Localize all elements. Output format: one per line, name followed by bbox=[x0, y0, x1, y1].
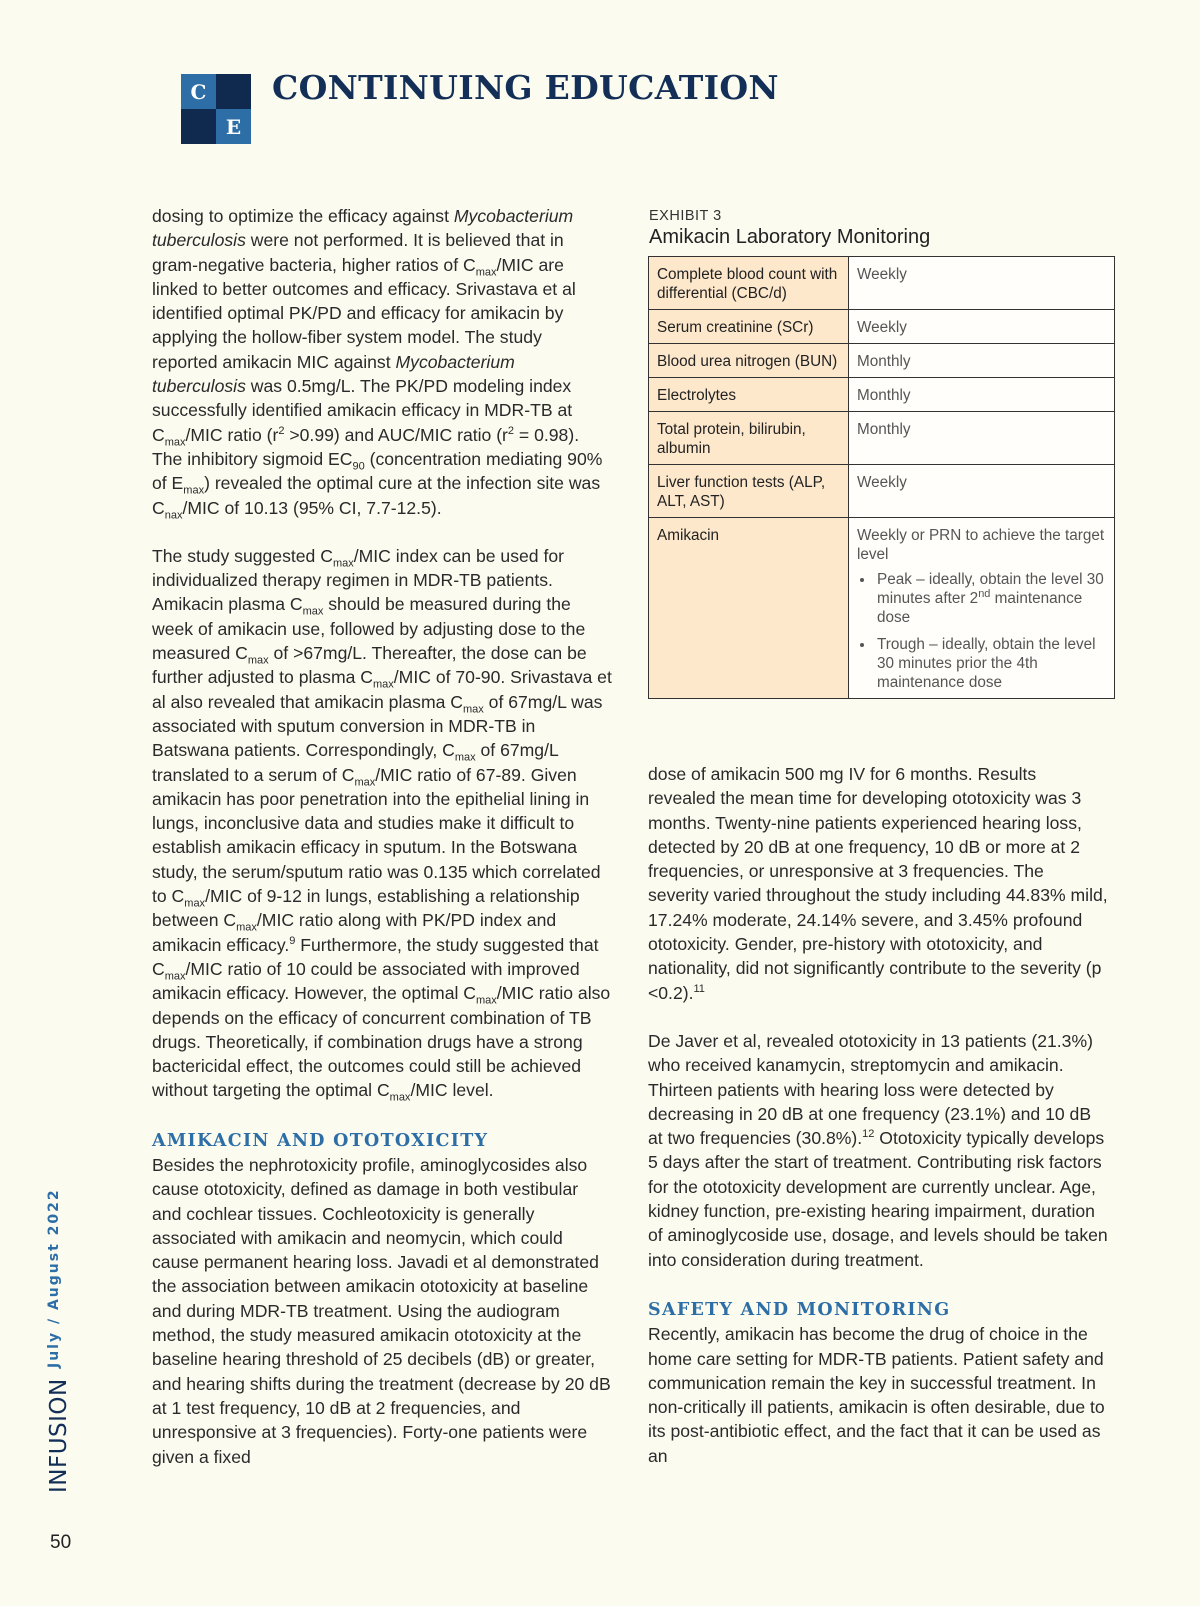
page-number: 50 bbox=[50, 1532, 72, 1553]
frequency-text: Monthly bbox=[857, 353, 911, 370]
body-paragraph: De Javer et al, revealed ototoxicity in 13 patients (21.3%) who received kanamycin, streptomycin and amikacin. Thirteen patients with hearing loss were detected by decreasing in 20 dB at one frequency (23.1%) and 10 dB at two frequencies (30.8%).$^{12}$ Ototoxicity typically develops 5 days after the start of treatment. Contributing risk factors for the ototoxicity development are currently unclear. Age, kidney function, pre-existing hearing impairment, duration of aminoglycoside use, dosage, and levels should be taken into consideration during treatment. bbox=[648, 1030, 1108, 1270]
monitoring-frequency bbox=[849, 257, 1115, 310]
exhibit-row bbox=[649, 310, 1115, 344]
monitoring-frequency bbox=[849, 344, 1115, 378]
frequency-text: Weekly or PRN to achieve the target level bbox=[857, 527, 1105, 563]
exhibit-row bbox=[649, 412, 1115, 465]
logo-letter-c: C bbox=[181, 74, 216, 109]
section-heading: SAFETY AND MONITORING bbox=[648, 1299, 951, 1320]
lab-test: Blood urea nitrogen (BUN) bbox=[649, 344, 849, 378]
magazine-logo: INFUSION bbox=[46, 1378, 72, 1493]
exhibit-title: Amikacin Laboratory Monitoring bbox=[649, 226, 931, 248]
body-paragraph: Recently, amikacin has become the drug of choice in the home care setting for MDR-TB patients. Patient safety and communication remain the key in successful treatment. In non-critically ill patients, amikacin is often desirable, due to its post-antibiotic effect, and the fact that it can be used as an bbox=[648, 1324, 1105, 1466]
level-bullets bbox=[857, 570, 1106, 692]
frequency-text: Weekly bbox=[857, 266, 907, 283]
bullet-item: • Peak – ideally, obtain the level 30 minutes after 2nd maintenance dose bbox=[875, 570, 1106, 627]
frequency-text: Monthly bbox=[857, 387, 911, 404]
logo-letter-e: E bbox=[216, 109, 251, 144]
left-column bbox=[152, 204, 612, 1469]
exhibit-label: EXHIBIT 3 bbox=[649, 208, 722, 224]
exhibit-table bbox=[648, 256, 1115, 699]
lab-test: Serum creatinine (SCr) bbox=[649, 310, 849, 344]
exhibit-row bbox=[649, 257, 1115, 310]
issue-date: July / August 2022 bbox=[46, 1188, 62, 1368]
lab-test: Complete blood count with differential (CBC/d) bbox=[649, 257, 849, 310]
body-paragraph: dose of amikacin 500 mg IV for 6 months. Results revealed the mean time for developing ototoxicity was 3 months. Twenty-nine patients experienced hearing loss, detected by 20 dB at one frequency, 10 dB or more at 2 frequencies, or unresponsive at 3 frequencies. The severity varied throughout the study including 44.83% mild, 17.24% moderate, 24.14% severe, and 3.45% profound ototoxicity. Gender, pre-history with ototoxicity, and nationality, did not significantly contribute to the severity (p <0.2).$^{11}$ bbox=[648, 764, 1108, 1003]
section-heading: AMIKACIN AND OTOTOXICITY bbox=[152, 1130, 489, 1151]
lab-test: Total protein, bilirubin, albumin bbox=[649, 412, 849, 465]
section-title: CONTINUING EDUCATION bbox=[272, 68, 779, 107]
exhibit-row bbox=[649, 378, 1115, 412]
monitoring-frequency bbox=[849, 378, 1115, 412]
body-paragraph: Besides the nephrotoxicity profile, aminoglycosides also cause ototoxicity, defined as damage in both vestibular and cochlear tissues. Cochleotoxicity is generally associated with amikacin and neomycin, which could cause permanent hearing loss. Javadi et al demonstrated the association between amikacin ototoxicity at baseline and during MDR-TB treatment. Using the audiogram method, the study measured amikacin ototoxicity at the baseline hearing threshold of 25 decibels (dB) or greater, and hearing shifts during the treatment (decrease by 20 dB at 1 test frequency, 10 dB at 2 frequencies, and unresponsive at 3 frequencies). Forty-one patients were given a fixed bbox=[152, 1154, 611, 1467]
body-paragraph: dosing to optimize the efficacy against Mycobacterium tuberculosis were not performed. It is believed that in gram-negative bacteria, higher ratios of $C_{max}$/MIC are linked to better outcomes and efficacy. Srivastava et al identified optimal PK/PD and efficacy for amikacin by applying the hollow-fiber system model. The study reported amikacin MIC against Mycobacterium tuberculosis was 0.5mg/L. The PK/PD modeling index successfully identified amikacin efficacy in MDR-TB at $C_{max}$/MIC ratio $(r^2 >0.99)$ and AUC/MIC ratio $(r^2 = 0.98)$. The inhibitory sigmoid $EC_{90}$ (concentration mediating 90% of $E_{max}$) revealed the optimal cure at the infection site was $C_{nax}$/MIC of 10.13 (95% CI, 7.7-12.5). bbox=[152, 206, 603, 522]
lab-test: Electrolytes bbox=[649, 378, 849, 412]
lab-test: Liver function tests (ALP, ALT, AST) bbox=[649, 465, 849, 518]
body-paragraph: The study suggested $C_{max}$/MIC index can be used for individualized therapy regimen in MDR-TB patients. Amikacin plasma $C_{max}$ should be measured during the week of amikacin use, followed by adjusting dose to the measured $C_{max}$ of >67mg/L. Thereafter, the dose can be further adjusted to plasma $C_{max}$/MIC of 70-90. Srivastava et al also revealed that amikacin plasma $C_{max}$ of 67mg/L was associated with sputum conversion in MDR-TB in Batswana patients. Correspondingly, $C_{max}$ of 67mg/L translated to a serum of $C_{max}$/MIC ratio of 67-89. Given amikacin has poor penetration into the epithelial lining in lungs, inconclusive data and studies make it difficult to establish amikacin efficacy in sputum. In the Botswana study, the serum/sputum ratio was 0.135 which correlated to $C_{max}$/MIC of 9-12 in lungs, establishing a relationship between $C_{max}$/MIC ratio along with PK/PD index and amikacin efficacy.$^9$ Furthermore, the study suggested that $C_{max}$/MIC ratio of 10 could be associated with improved amikacin efficacy. However, the optimal $C_{max}$/MIC ratio also depends on the efficacy of concurrent combination of TB drugs. Theoretically, if combination drugs have a strong bactericidal effect, the outcomes could still be achieved without targeting the optimal $C_{max}$/MIC level. bbox=[152, 545, 612, 1104]
monitoring-frequency bbox=[849, 412, 1115, 465]
monitoring-frequency bbox=[849, 465, 1115, 518]
ce-logo bbox=[181, 74, 251, 144]
frequency-text: Weekly bbox=[857, 474, 907, 491]
exhibit-row bbox=[649, 344, 1115, 378]
bullet-item: • Trough – ideally, obtain the level 30 minutes prior the 4th maintenance dose bbox=[875, 635, 1106, 692]
frequency-text: Weekly bbox=[857, 319, 907, 336]
frequency-text: Monthly bbox=[857, 421, 911, 438]
lab-test: Amikacin bbox=[649, 518, 849, 699]
logo-square bbox=[181, 109, 216, 144]
right-column bbox=[648, 762, 1108, 1468]
logo-square bbox=[216, 74, 251, 109]
exhibit-row bbox=[649, 465, 1115, 518]
exhibit-row bbox=[649, 518, 1115, 699]
monitoring-frequency bbox=[849, 518, 1115, 699]
monitoring-frequency bbox=[849, 310, 1115, 344]
